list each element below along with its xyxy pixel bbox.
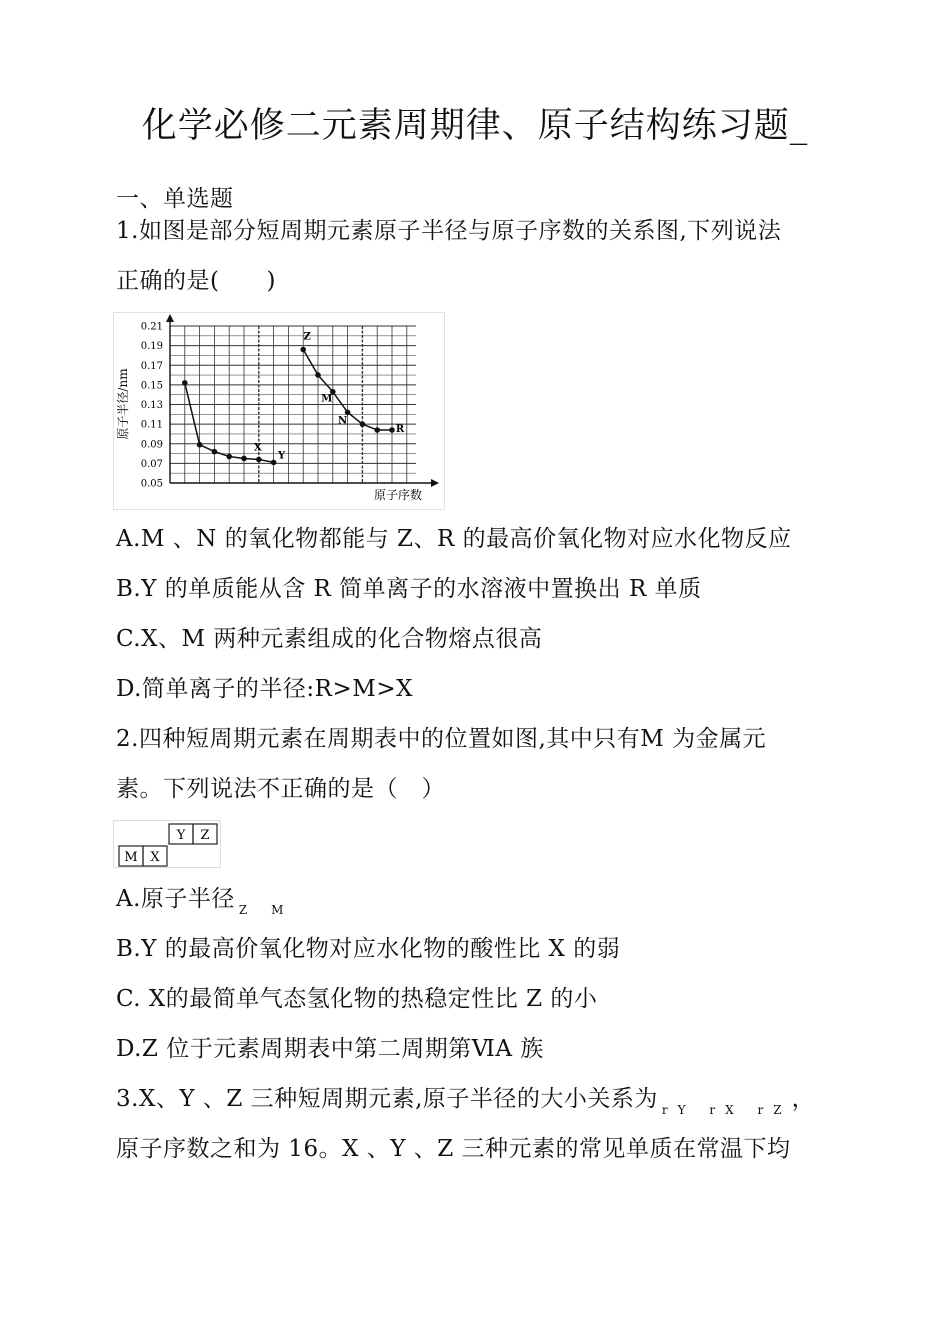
periodic-table-fragment — [113, 820, 221, 868]
data-point — [212, 449, 218, 455]
q1-option-c: C.X、M 两种元素组成的化合物熔点很高 — [116, 626, 543, 652]
x-axis-arrow — [431, 479, 439, 487]
data-point — [256, 457, 262, 463]
point-label-r: R — [395, 424, 405, 436]
q2-stem-line1: 2.四种短周期元素在周期表中的位置如图,其中只有M 为金属元 — [116, 726, 767, 752]
y-tick-label: 0.21 — [140, 321, 163, 333]
point-label-x: X — [253, 442, 262, 454]
data-point — [374, 427, 380, 433]
point-label-n: N — [338, 415, 348, 427]
q1-stem-line1: 1.如图是部分短周期元素原子半径与原子序数的关系图,下列说法 — [116, 218, 782, 244]
data-point — [226, 454, 232, 460]
data-point — [360, 421, 366, 427]
q3-stem-line1: 3.X、Y 、Z 三种短周期元素,原子半径的大小关系为 $_{rY rX rZ}$， — [116, 1086, 816, 1117]
data-point — [197, 442, 203, 448]
q1-option-b: B.Y 的单质能从含 R 简单离子的水溶液中置换出 R 单质 — [116, 576, 702, 602]
cell-x-label: X — [150, 850, 160, 865]
radius-chart — [113, 312, 445, 510]
q1-option-a: A.M 、N 的氧化物都能与 Z、R 的最高价氧化物对应水化物反应 — [116, 526, 792, 552]
data-point — [182, 380, 188, 386]
page-title: 化学必修二元素周期律、原子结构练习题_ — [141, 106, 809, 146]
q1-stem-line2: 正确的是( ) — [116, 268, 276, 294]
y-tick-label: 0.05 — [140, 478, 163, 490]
data-point — [300, 347, 306, 353]
chart-frame — [114, 313, 445, 510]
y-axis-label: 原子半径/nm — [116, 368, 130, 440]
y-tick-label: 0.15 — [140, 380, 163, 392]
point-label-y: Y — [278, 450, 286, 462]
y-tick-label: 0.13 — [140, 400, 163, 411]
q3-radius-subscripts: rY rX rZ — [661, 1103, 792, 1117]
q2-option-d: D.Z 位于元素周期表中第二周期第ⅥA 族 — [116, 1036, 544, 1062]
data-point — [389, 427, 395, 433]
data-point — [271, 460, 277, 466]
point-label-m: M — [321, 393, 333, 405]
y-tick-label: 0.11 — [140, 419, 163, 431]
q3-stem-line2: 原子序数之和为 16。X 、Y 、Z 三种元素的常见单质在常温下均 — [116, 1136, 791, 1162]
cell-m-label: M — [124, 850, 138, 865]
q2-option-b: B.Y 的最高价氧化物对应水化物的酸性比 X 的弱 — [116, 936, 621, 962]
q2-option-a-subscripts: Z M — [238, 903, 294, 917]
q2-stem-line2: 素。下列说法不正确的是（ ） — [116, 776, 445, 802]
cell-z-label: Z — [200, 828, 210, 843]
section-heading: 一、单选题 — [116, 186, 234, 212]
point-label-z: Z — [303, 331, 311, 343]
cell-y-label: Y — [176, 828, 186, 843]
data-point — [315, 372, 321, 378]
data-point — [241, 456, 247, 462]
data-point — [345, 410, 351, 416]
q1-option-d: D.简单离子的半径:R>M>X — [116, 676, 413, 702]
q2-option-c: C. X的最简单气态氢化物的热稳定性比 Z 的小 — [116, 986, 598, 1012]
y-tick-label: 0.17 — [140, 360, 163, 372]
y-tick-label: 0.09 — [140, 439, 163, 451]
y-tick-label: 0.07 — [140, 458, 163, 470]
y-tick-label: 0.19 — [140, 341, 163, 353]
x-axis-label: 原子序数 — [373, 488, 423, 502]
y-axis-arrow — [166, 314, 174, 322]
q2-option-a: A.原子半径 $_{Z M}$ — [116, 886, 294, 917]
